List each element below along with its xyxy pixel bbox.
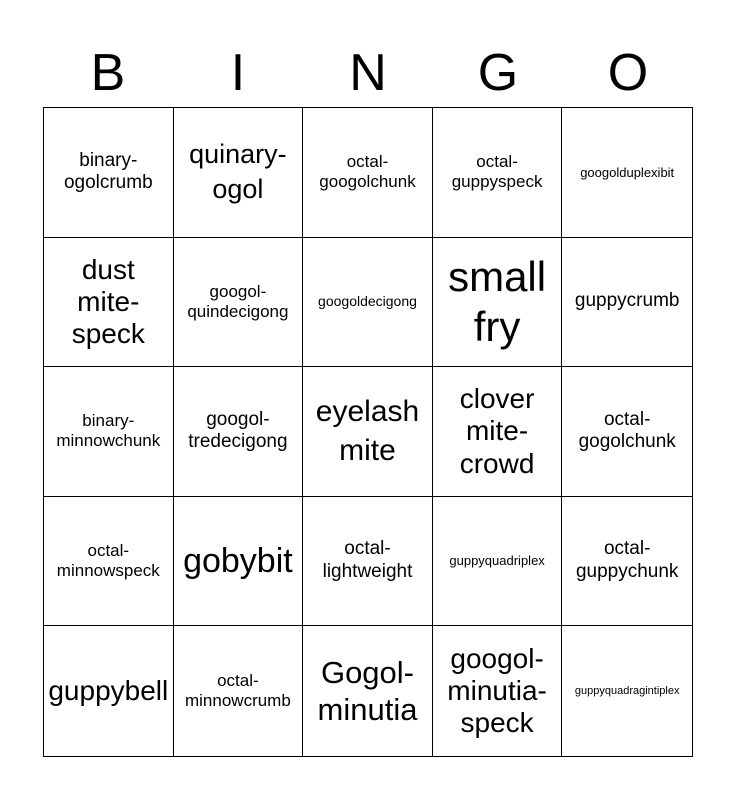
cell-label: binary- minnowchunk	[56, 411, 161, 451]
cell-label: octal- guppyspeck	[451, 151, 543, 192]
cell-label: quinary- ogol	[189, 139, 287, 205]
cell-label: octal- minnowspeck	[56, 540, 160, 581]
bingo-cell-r3-c2[interactable]	[174, 367, 304, 497]
bingo-cell-r3-c1[interactable]	[44, 367, 174, 497]
bingo-cell-r1-c2[interactable]	[174, 108, 304, 238]
header-letter-b: B	[90, 44, 126, 102]
bingo-cell-r3-c4[interactable]	[433, 367, 563, 497]
bingo-cell-r4-c4[interactable]	[433, 497, 563, 627]
bingo-cell-r4-c5[interactable]	[562, 497, 692, 627]
bingo-cell-r4-c1[interactable]	[44, 497, 174, 627]
cell-label: Gogol- minutia	[317, 655, 418, 728]
header-letter-o: O	[607, 44, 649, 102]
cell-label: googol- minutia- speck	[447, 642, 547, 739]
bingo-cell-r5-c2[interactable]	[174, 626, 304, 756]
bingo-cell-r2-c5[interactable]	[562, 238, 692, 368]
bingo-header	[43, 40, 693, 106]
bingo-cell-r3-c3[interactable]	[303, 367, 433, 497]
cell-label: googoldecigong	[318, 293, 417, 310]
cell-label: binary- ogolcrumb	[63, 149, 153, 194]
bingo-cell-r5-c3[interactable]	[303, 626, 433, 756]
cell-label: clover mite- crowd	[459, 383, 535, 479]
cell-label: guppybell	[48, 675, 169, 707]
bingo-cell-r2-c2[interactable]	[174, 238, 304, 368]
bingo-cell-r2-c1[interactable]	[44, 238, 174, 368]
cell-label: octal- minnowcrumb	[184, 670, 291, 711]
bingo-cell-r5-c4[interactable]	[433, 626, 563, 756]
cell-label: googol- tredecigong	[188, 408, 288, 453]
cell-label: googolduplexibit	[580, 164, 675, 180]
cell-label: guppyquadragintiplex	[574, 684, 680, 697]
bingo-cell-r1-c1[interactable]	[44, 108, 174, 238]
cell-label: octal- guppychunk	[575, 538, 679, 583]
cell-label: eyelash mite	[315, 395, 420, 468]
bingo-cell-r1-c5[interactable]	[562, 108, 692, 238]
bingo-cell-r4-c3[interactable]	[303, 497, 433, 627]
cell-label: gobybit	[183, 541, 293, 580]
cell-label: octal- googolchunk	[319, 151, 416, 192]
cell-label: googol- quindecigong	[187, 281, 289, 321]
bingo-cell-r5-c1[interactable]	[44, 626, 174, 756]
bingo-cell-r5-c5[interactable]	[562, 626, 692, 756]
cell-label: dust mite- speck	[71, 253, 145, 349]
cell-label: guppycrumb	[574, 290, 680, 312]
bingo-cell-r1-c4[interactable]	[433, 108, 563, 238]
bingo-cell-r2-c4[interactable]	[433, 238, 563, 368]
cell-label: octal- gogolchunk	[578, 408, 676, 453]
bingo-cell-r1-c3[interactable]	[303, 108, 433, 238]
cell-label: octal- lightweight	[322, 538, 413, 583]
bingo-cell-r3-c5[interactable]	[562, 367, 692, 497]
header-letter-i: I	[230, 44, 246, 102]
bingo-board	[43, 107, 693, 757]
header-letter-n: N	[349, 44, 387, 102]
header-letter-g: G	[477, 44, 519, 102]
cell-label: small fry	[448, 252, 547, 350]
cell-label: guppyquadriplex	[449, 553, 545, 569]
bingo-cell-r2-c3[interactable]	[303, 238, 433, 368]
bingo-cell-r4-c2[interactable]	[174, 497, 304, 627]
